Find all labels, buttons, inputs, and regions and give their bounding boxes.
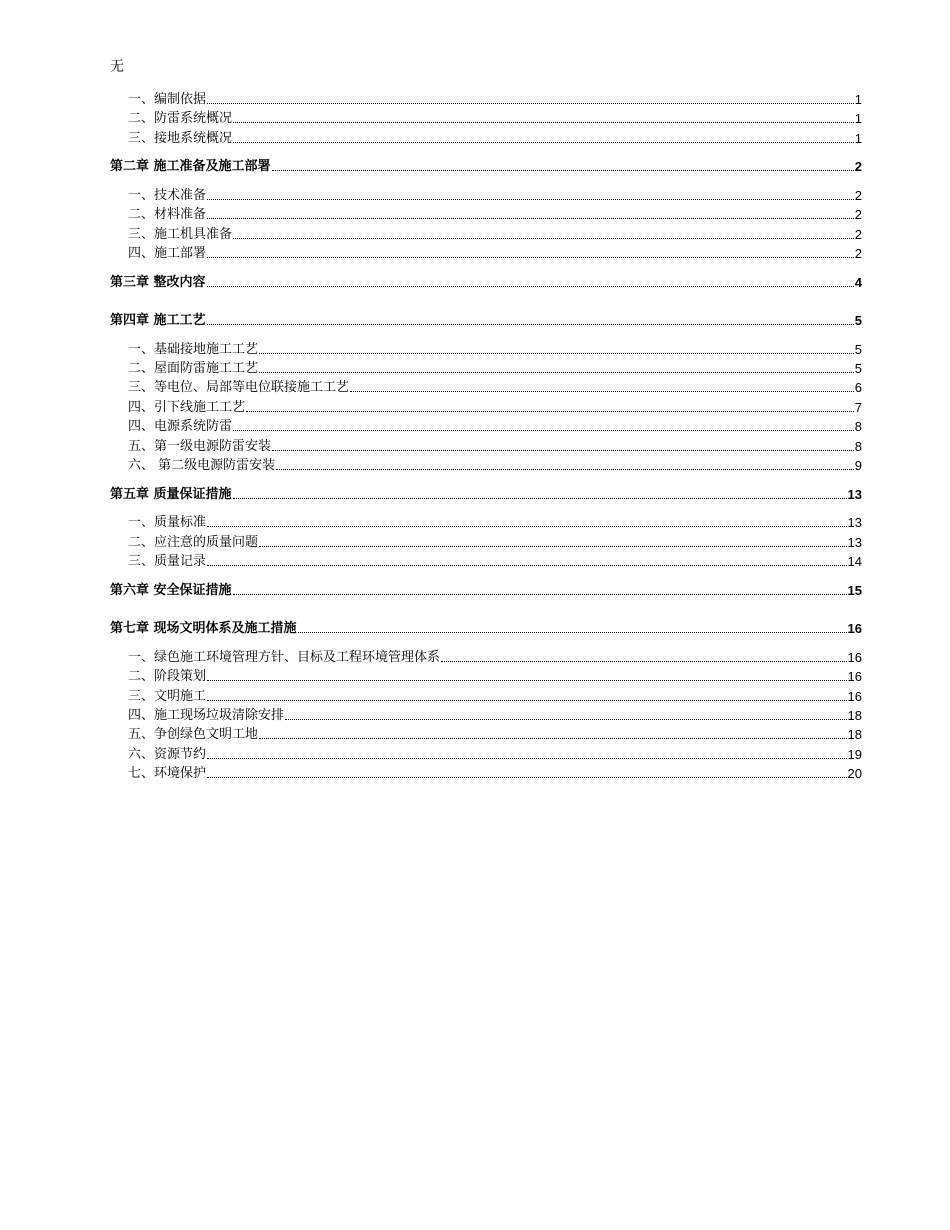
toc-entry-title: 二、应注意的质量问题 <box>128 535 259 550</box>
toc-entry[interactable] <box>110 618 862 637</box>
toc-entry-page: 8 <box>854 419 862 434</box>
toc-entry-page: 15 <box>847 583 862 598</box>
toc-dot-leader <box>259 353 854 354</box>
toc-entry[interactable] <box>128 397 862 416</box>
toc-dot-leader <box>233 238 854 239</box>
toc-entry-page: 18 <box>847 708 862 723</box>
toc-entry-title: 三、文明施工 <box>128 689 207 704</box>
toc-dot-leader <box>259 738 847 739</box>
toc-entry[interactable] <box>128 455 862 474</box>
toc-entry-title: 六、 第二级电源防雷安装 <box>128 458 276 473</box>
toc-entry-title: 五、第一级电源防雷安装 <box>128 439 272 454</box>
toc-entry-title: 三、等电位、局部等电位联接施工工艺 <box>128 380 350 395</box>
toc-entry[interactable] <box>110 484 862 503</box>
toc-entry-title: 二、材料准备 <box>128 207 207 222</box>
toc-entry[interactable] <box>128 128 862 147</box>
top-note: 无 <box>110 59 124 75</box>
toc-dot-leader <box>207 218 854 219</box>
toc-dot-leader <box>246 411 854 412</box>
toc-entry-page: 4 <box>854 275 862 290</box>
toc-entry-page: 19 <box>847 747 862 762</box>
toc-entry-title: 七、环境保护 <box>128 766 207 781</box>
toc-dot-leader <box>207 526 847 527</box>
toc-entry-title: 三、施工机具准备 <box>128 227 233 242</box>
toc-entry-title: 六、资源节约 <box>128 747 207 762</box>
toc-entry-page: 13 <box>847 515 862 530</box>
toc-dot-leader <box>207 103 854 104</box>
toc-entry-title: 第六章 安全保证措施 <box>110 583 232 598</box>
toc-entry[interactable] <box>128 224 862 243</box>
toc-entry-title: 二、防雷系统概况 <box>128 111 233 126</box>
toc-entry-title: 三、接地系统概况 <box>128 131 233 146</box>
toc-entry-page: 5 <box>854 342 862 357</box>
toc-entry-page: 16 <box>847 621 862 636</box>
toc-entry[interactable] <box>128 512 862 531</box>
toc-entry[interactable] <box>128 744 862 763</box>
toc-entry-page: 8 <box>854 439 862 454</box>
toc-entry-title: 一、质量标准 <box>128 515 207 530</box>
toc-entry-title: 四、施工现场垃圾清除安排 <box>128 708 285 723</box>
toc-dot-leader <box>207 777 847 778</box>
toc-entry-title: 一、技术准备 <box>128 188 207 203</box>
toc-entry[interactable] <box>128 436 862 455</box>
toc-dot-leader <box>207 286 854 287</box>
toc-entry-page: 2 <box>854 246 862 261</box>
toc-entry-page: 7 <box>854 400 862 415</box>
toc-entry-title: 四、施工部署 <box>128 246 207 261</box>
toc-entry[interactable] <box>128 358 862 377</box>
toc-entry-page: 18 <box>847 727 862 742</box>
toc-dot-leader <box>298 632 847 633</box>
toc-entry-page: 16 <box>847 669 862 684</box>
toc-dot-leader <box>259 372 854 373</box>
toc-dot-leader <box>272 170 854 171</box>
toc-entry-page: 13 <box>847 487 862 502</box>
toc-dot-leader <box>233 430 854 431</box>
toc-dot-leader <box>207 565 847 566</box>
toc-entry-title: 第七章 现场文明体系及施工措施 <box>110 621 297 636</box>
toc-entry-title: 第二章 施工准备及施工部署 <box>110 159 271 174</box>
toc-entry-page: 2 <box>854 227 862 242</box>
toc-entry-title: 四、电源系统防雷 <box>128 419 233 434</box>
toc-entry-page: 2 <box>854 207 862 222</box>
toc-entry-title: 第五章 质量保证措施 <box>110 487 232 502</box>
toc-entry-title: 第三章 整改内容 <box>110 275 206 290</box>
toc-entry[interactable] <box>128 763 862 782</box>
toc-dot-leader <box>207 700 847 701</box>
toc-entry-title: 第四章 施工工艺 <box>110 313 206 328</box>
toc-entry[interactable] <box>128 377 862 396</box>
toc-entry-title: 二、屋面防雷施工工艺 <box>128 361 259 376</box>
toc-entry-page: 2 <box>854 188 862 203</box>
toc-entry[interactable] <box>128 339 862 358</box>
toc-entry-page: 1 <box>854 111 862 126</box>
toc-entry-title: 一、编制依据 <box>128 92 207 107</box>
toc-dot-leader <box>233 594 847 595</box>
toc-entry-title: 二、阶段策划 <box>128 669 207 684</box>
toc-entry-page: 5 <box>854 313 862 328</box>
toc-dot-leader <box>276 469 854 470</box>
toc-entry-page: 5 <box>854 361 862 376</box>
toc-dot-leader <box>259 546 847 547</box>
toc-entry[interactable] <box>128 204 862 223</box>
toc-entry[interactable] <box>110 580 862 599</box>
toc-dot-leader <box>285 719 847 720</box>
toc-dot-leader <box>207 257 854 258</box>
toc-entry-page: 9 <box>854 458 862 473</box>
toc-entry[interactable] <box>110 310 862 329</box>
toc-entry-title: 一、绿色施工环境管理方针、目标及工程环境管理体系 <box>128 650 441 665</box>
toc-entry[interactable] <box>128 686 862 705</box>
toc-dot-leader <box>207 680 847 681</box>
toc-entry-page: 2 <box>854 159 862 174</box>
toc-entry[interactable] <box>110 156 862 175</box>
toc-dot-leader <box>207 199 854 200</box>
toc-entry-title: 四、引下线施工工艺 <box>128 400 246 415</box>
toc-entry-title: 五、争创绿色文明工地 <box>128 727 259 742</box>
toc-entry[interactable] <box>128 89 862 108</box>
toc-entry-page: 6 <box>854 380 862 395</box>
toc-entry-page: 20 <box>847 766 862 781</box>
toc-dot-leader <box>233 498 847 499</box>
toc-entry[interactable] <box>128 108 862 127</box>
toc-entry[interactable] <box>128 551 862 570</box>
toc-entry-page: 16 <box>847 650 862 665</box>
toc-entry[interactable] <box>128 647 862 666</box>
toc-dot-leader <box>272 450 854 451</box>
toc-dot-leader <box>207 324 854 325</box>
toc-dot-leader <box>233 122 854 123</box>
toc-entry[interactable] <box>128 416 862 435</box>
toc-entry[interactable] <box>128 724 862 743</box>
toc-entry[interactable] <box>110 272 862 291</box>
toc-dot-leader <box>233 142 854 143</box>
toc-entry-title: 三、质量记录 <box>128 554 207 569</box>
toc-entry[interactable] <box>128 666 862 685</box>
toc-dot-leader <box>350 391 854 392</box>
toc-entry-title: 一、基础接地施工工艺 <box>128 342 259 357</box>
toc-entry-page: 13 <box>847 535 862 550</box>
toc-entry[interactable] <box>128 185 862 204</box>
toc-entry[interactable] <box>128 705 862 724</box>
toc-dot-leader <box>441 661 847 662</box>
toc-dot-leader <box>207 758 847 759</box>
toc-entry-page: 14 <box>847 554 862 569</box>
toc-entry[interactable] <box>128 243 862 262</box>
toc-entry-page: 1 <box>854 131 862 146</box>
toc-entry-page: 1 <box>854 92 862 107</box>
toc-entry[interactable] <box>128 532 862 551</box>
toc-entry-page: 16 <box>847 689 862 704</box>
